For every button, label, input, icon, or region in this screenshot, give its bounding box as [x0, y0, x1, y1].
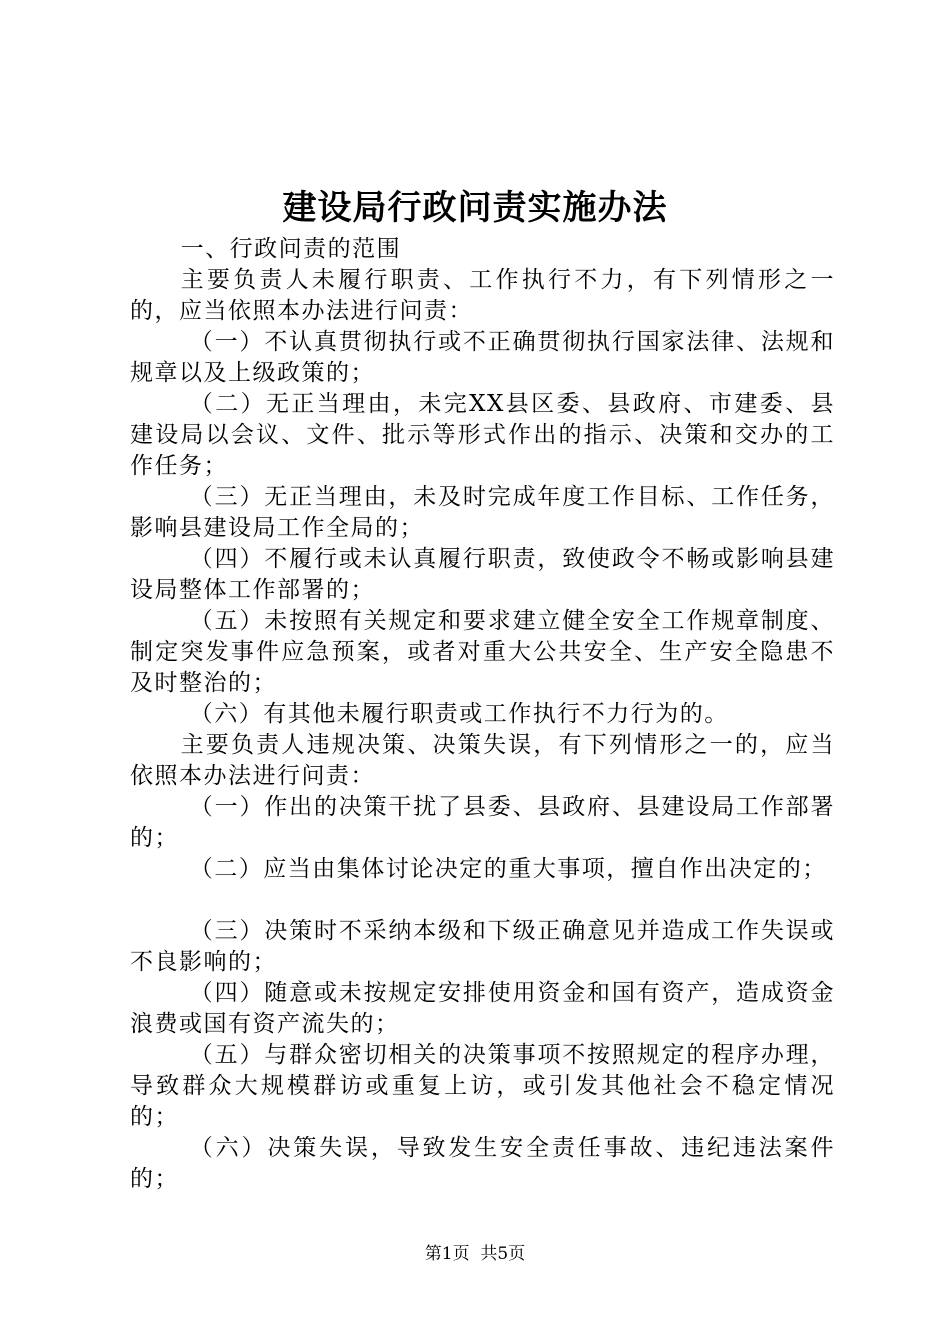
list-item: （二）无正当理由，未完XX县区委、县政府、市建委、县建设局以会议、文件、批示等形式作出的指示、决策和交办的工作任务； [130, 391, 835, 479]
list-item: （三）无正当理由，未及时完成年度工作目标、工作任务，影响县建设局工作全局的； [130, 484, 835, 541]
document-body [130, 234, 835, 1195]
document-title: 建设局行政问责实施办法 [282, 188, 668, 228]
list-item: （六）有其他未履行职责或工作执行不力行为的。 [189, 701, 729, 727]
page-number: 第1页 [424, 1244, 470, 1264]
list-item: （一）不认真贯彻执行或不正确贯彻执行国家法律、法规和规章以及上级政策的； [130, 329, 835, 386]
list-item: （三）决策时不采纳本级和下级正确意见并造成工作失误或不良影响的； [130, 918, 835, 975]
page-total: 共5页 [480, 1244, 526, 1264]
paragraph-intro-decisions: 主要负责人违规决策、决策失误，有下列情形之一的，应当依照本办法进行问责： [130, 732, 835, 789]
list-item: （一）作出的决策干扰了县委、县政府、县建设局工作部署的； [130, 794, 835, 851]
list-item: （二）应当由集体讨论决定的重大事项，擅自作出决定的； [189, 856, 827, 882]
paragraph-intro-duties: 主要负责人未履行职责、工作执行不力，有下列情形之一的，应当依照本办法进行问责： [130, 267, 835, 324]
section-heading: 一、行政问责的范围 [180, 236, 402, 262]
list-item: （五）与群众密切相关的决策事项不按照规定的程序办理，导致群众大规模群访或重复上访，或引发其他社会不稳定情况的； [130, 1042, 835, 1130]
list-item: （四）随意或未按规定安排使用资金和国有资产，造成资金浪费或国有资产流失的； [130, 980, 835, 1037]
list-item: （五）未按照有关规定和要求建立健全安全工作规章制度、制定突发事件应急预案，或者对重大公共安全、生产安全隐患不及时整治的； [130, 608, 835, 696]
list-item: （四）不履行或未认真履行职责，致使政令不畅或影响县建设局整体工作部署的； [130, 546, 835, 603]
list-item: （六）决策失误，导致发生安全责任事故、违纪违法案件的； [130, 1135, 835, 1192]
page-footer [0, 1242, 950, 1266]
